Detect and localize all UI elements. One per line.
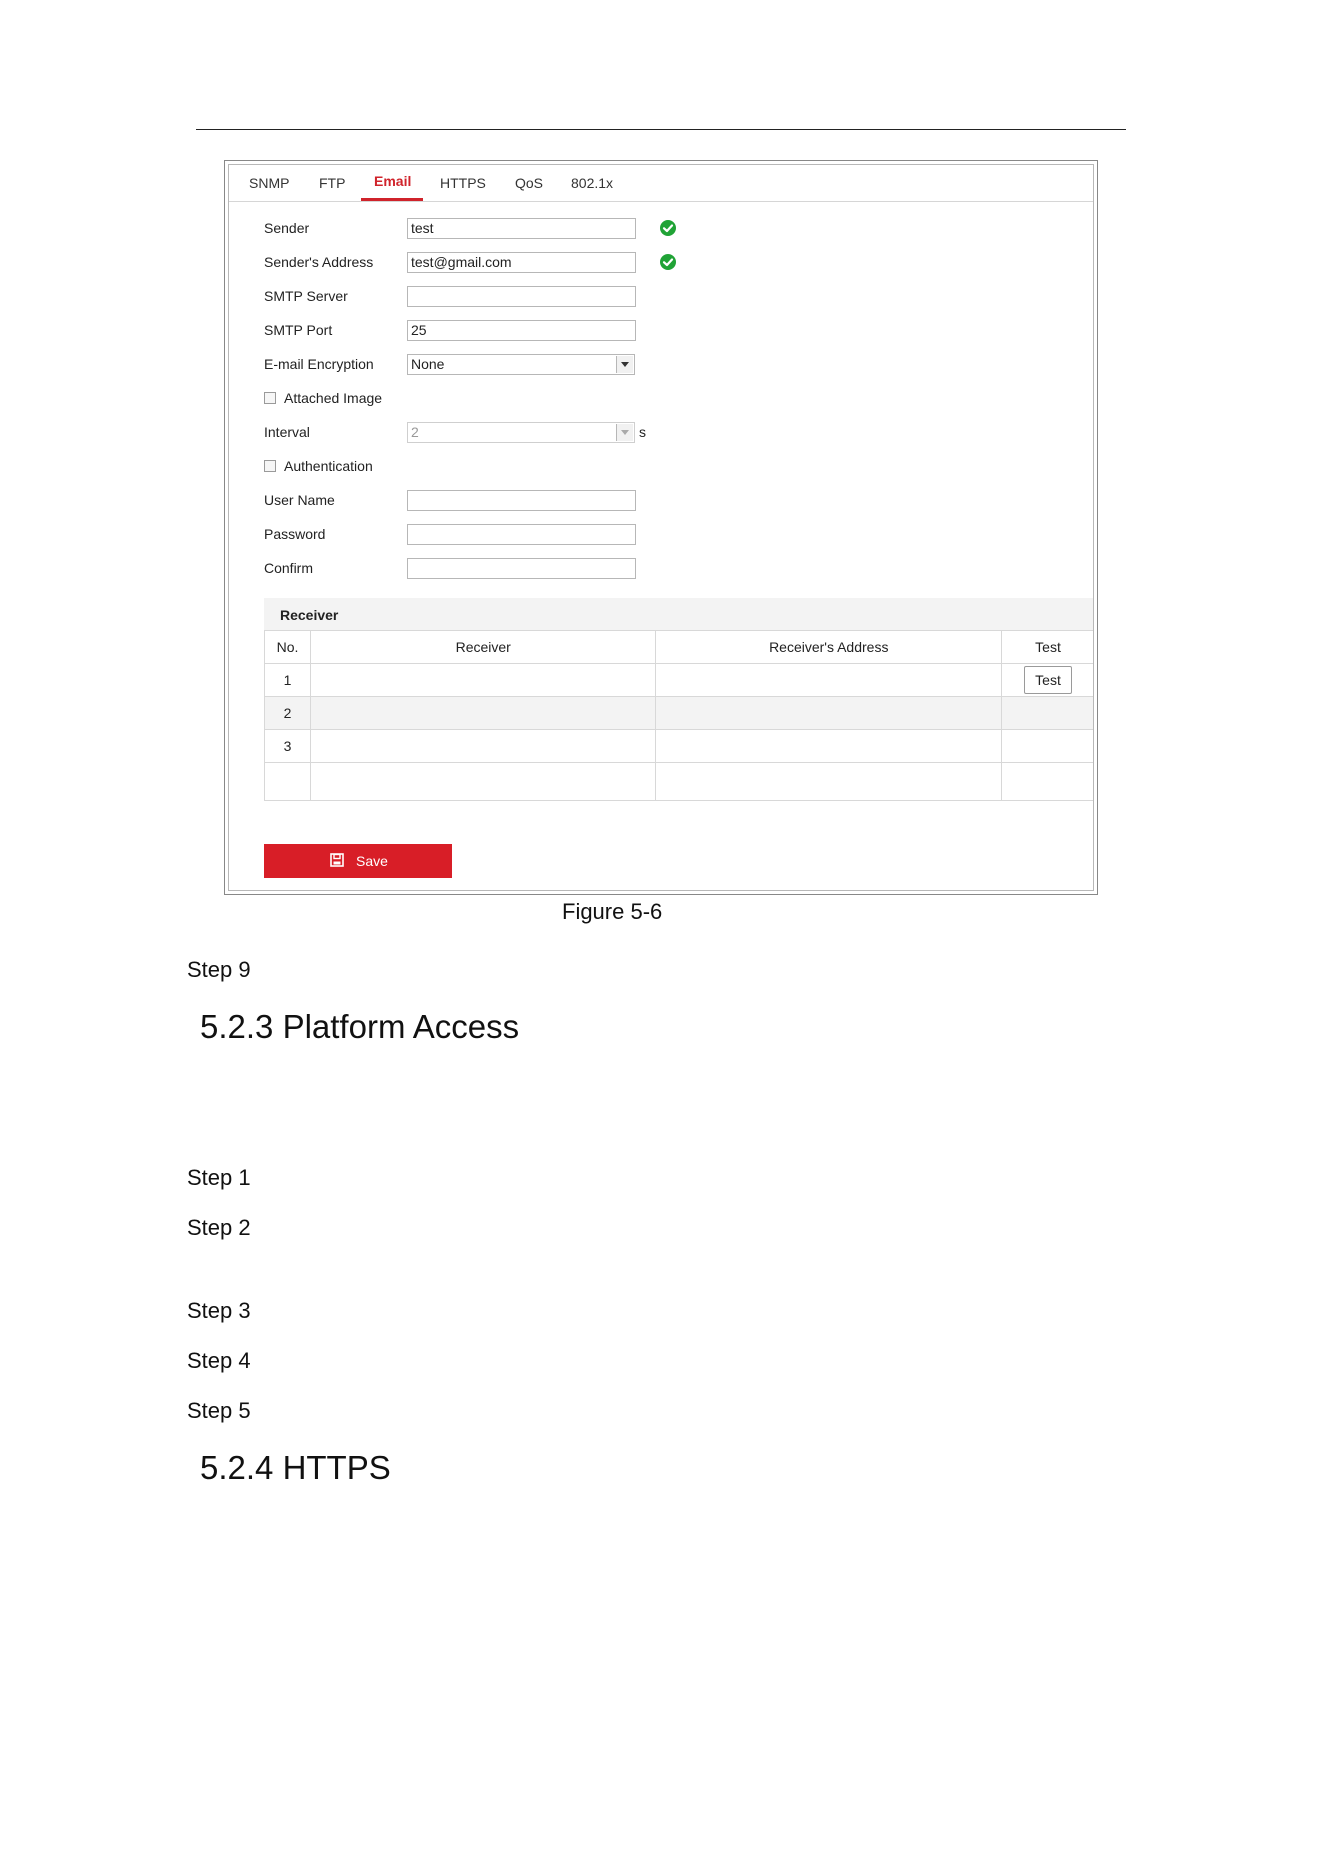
receiver-address-cell: [656, 763, 1002, 801]
test-cell: [1002, 697, 1094, 730]
check-icon: [660, 220, 676, 236]
row-number: 3: [265, 730, 311, 763]
email-settings-panel: [228, 164, 1094, 891]
interval-label: Interval: [264, 424, 310, 440]
user-name-label: User Name: [264, 492, 335, 508]
interval-select[interactable]: [407, 422, 635, 443]
attached-image-checkbox[interactable]: [264, 392, 276, 404]
figure-caption: Figure 5-6: [562, 899, 663, 924]
authentication-checkbox[interactable]: [264, 460, 276, 472]
receiver-table: [264, 630, 1094, 801]
receiver-address-cell[interactable]: [656, 730, 1002, 763]
smtp-port-input[interactable]: 25: [407, 320, 636, 341]
table-row: [265, 730, 1095, 763]
interval-unit: s: [639, 424, 646, 440]
receiver-address-cell[interactable]: [656, 664, 1002, 697]
row-number: 2: [265, 697, 311, 730]
confirm-input[interactable]: [407, 558, 636, 579]
step-1: Step 1: [187, 1165, 251, 1190]
section-heading: 5.2.4 HTTPS: [200, 1449, 391, 1486]
user-name-input[interactable]: [407, 490, 636, 511]
step-2: Step 2: [187, 1215, 251, 1240]
section-heading: 5.2.3 Platform Access: [200, 1008, 520, 1045]
tab-email[interactable]: Email: [374, 173, 412, 189]
authentication-label: Authentication: [284, 458, 373, 474]
receiver-address-cell[interactable]: [656, 697, 1002, 730]
tab-qos[interactable]: QoS: [515, 175, 544, 191]
tab-bar: [229, 165, 1093, 202]
interval-selected: 2: [411, 424, 419, 440]
column-header: Receiver's Address: [656, 631, 1002, 664]
sender-address-label: Sender's Address: [264, 254, 374, 270]
confirm-label: Confirm: [264, 560, 314, 576]
test-button[interactable]: Test: [1024, 666, 1072, 694]
save-label: Save: [356, 853, 388, 869]
receiver-cell[interactable]: [310, 697, 656, 730]
row-number: 1: [265, 664, 311, 697]
chevron-down-icon[interactable]: [616, 424, 633, 441]
tab-ftp[interactable]: FTP: [319, 175, 346, 191]
row-number: [265, 763, 311, 801]
tab-8021x[interactable]: 802.1x: [571, 175, 614, 191]
step-9: Step 9: [187, 957, 251, 982]
header-rule: [196, 129, 1126, 130]
table-header-row: [265, 631, 1095, 664]
receiver-cell: [310, 763, 656, 801]
attached-image-label: Attached Image: [284, 390, 383, 406]
step-3: Step 3: [187, 1298, 251, 1323]
test-cell: [1002, 664, 1094, 697]
receiver-title: Receiver: [280, 607, 339, 623]
tab-snmp[interactable]: SNMP: [249, 175, 290, 191]
receiver-cell[interactable]: [310, 664, 656, 697]
sender-address-input[interactable]: test@gmail.com: [407, 252, 636, 273]
save-button[interactable]: [264, 844, 452, 878]
step-4: Step 4: [187, 1348, 251, 1373]
floppy-disk-icon: [330, 853, 344, 867]
check-icon: [660, 254, 676, 270]
sender-input[interactable]: test: [407, 218, 636, 239]
encryption-label: E-mail Encryption: [264, 356, 374, 372]
password-input[interactable]: [407, 524, 636, 545]
column-header: Test: [1002, 631, 1094, 664]
table-row: [265, 763, 1095, 801]
receiver-cell[interactable]: [310, 730, 656, 763]
smtp-server-label: SMTP Server: [264, 288, 348, 304]
smtp-port-label: SMTP Port: [264, 322, 333, 338]
chevron-down-icon[interactable]: [616, 356, 633, 373]
test-cell: [1002, 763, 1094, 801]
tab-https[interactable]: HTTPS: [440, 175, 486, 191]
column-header: Receiver: [310, 631, 656, 664]
test-cell: [1002, 730, 1094, 763]
receiver-header: [264, 598, 1094, 630]
encryption-selected: None: [411, 356, 445, 372]
table-row: [265, 664, 1095, 697]
encryption-select[interactable]: [407, 354, 635, 375]
active-tab-underline: [361, 198, 423, 201]
smtp-server-input[interactable]: [407, 286, 636, 307]
column-header: No.: [265, 631, 311, 664]
table-row: [265, 697, 1095, 730]
password-label: Password: [264, 526, 326, 542]
sender-label: Sender: [264, 220, 310, 236]
step-5: Step 5: [187, 1398, 251, 1423]
